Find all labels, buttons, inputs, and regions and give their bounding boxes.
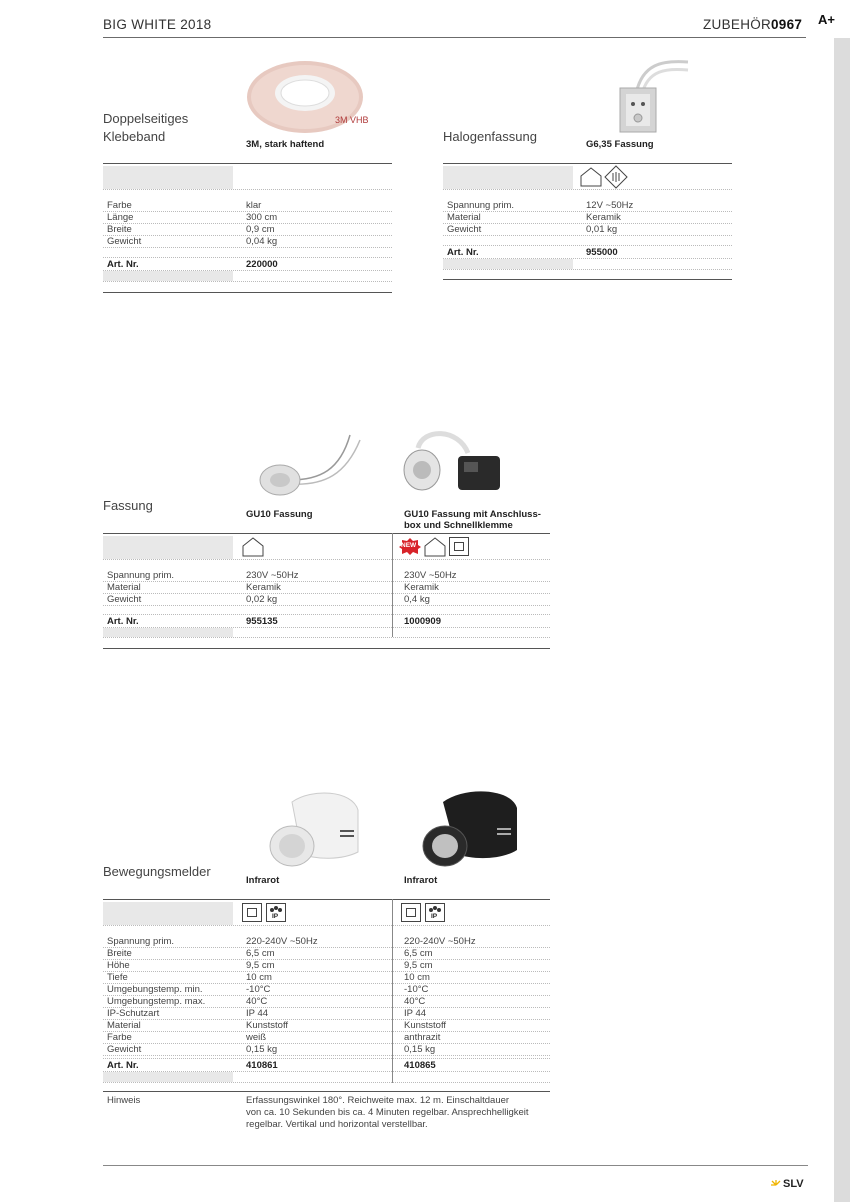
artnr-value: 1000909 — [404, 616, 441, 627]
energy-label: A+ — [818, 12, 835, 27]
spec-row — [103, 1008, 550, 1020]
spec-label: Gewicht — [447, 224, 482, 235]
motion-sensor-black-image — [415, 788, 520, 870]
spec-label: IP-Schutzart — [107, 1008, 160, 1019]
spec-value: -10°C — [404, 984, 429, 995]
spec-value: 0,9 cm — [246, 224, 275, 235]
hinweis-text-2: von ca. 10 Sekunden bis ca. 4 Minuten regelbar. Ansprechhelligkeit — [246, 1107, 529, 1118]
spec-row — [103, 936, 550, 948]
tape-brand-text: 3M VHB — [335, 115, 368, 125]
spec-table-bewegungsmelder — [103, 936, 550, 1056]
ip-icon-text: IP — [272, 913, 279, 920]
spec-row — [103, 972, 550, 984]
spec-value: 220-240V ~50Hz — [246, 936, 318, 947]
gu10-box-image — [398, 428, 508, 498]
spec-value: 40°C — [246, 996, 268, 1007]
page-number: 0967 — [771, 17, 803, 32]
product-name-infrarot-2: Infrarot — [404, 875, 438, 886]
header-rule — [103, 37, 806, 38]
spec-value: 6,5 cm — [404, 948, 433, 959]
spec-value: anthrazit — [404, 1032, 441, 1043]
product-name-g635: G6,35 Fassung — [586, 139, 654, 150]
section-title-fassung: Fassung — [103, 498, 153, 513]
spec-row — [103, 984, 550, 996]
spec-value: 40°C — [404, 996, 426, 1007]
spec-label: Länge — [107, 212, 134, 223]
spec-label: Tiefe — [107, 972, 128, 983]
spec-value: Keramik — [246, 582, 281, 593]
spec-label: Höhe — [107, 960, 130, 971]
spec-value: IP 44 — [246, 1008, 269, 1019]
spec-row — [103, 996, 550, 1008]
artnr-label: Art. Nr. — [107, 616, 139, 627]
spec-value: Keramik — [586, 212, 621, 223]
spec-value: 0,01 kg — [586, 224, 618, 235]
spec-value: 9,5 cm — [404, 960, 433, 971]
spec-row — [103, 570, 550, 582]
class-ii-icon — [449, 537, 469, 556]
category-title: ZUBEHÖR — [703, 17, 772, 32]
section-title-klebeband-1: Doppelseitiges — [103, 111, 189, 126]
table-top-rule — [103, 533, 550, 534]
spec-label: Breite — [107, 948, 132, 959]
spec-table-g635 — [443, 200, 732, 236]
section-title-klebeband-2: Klebeband — [103, 129, 166, 144]
footer-rule — [103, 1165, 808, 1166]
spec-label: Gewicht — [107, 594, 142, 605]
artnr-value: 410861 — [246, 1060, 278, 1071]
spec-value: 9,5 cm — [246, 960, 275, 971]
spec-value: klar — [246, 200, 262, 211]
product-name-tape: 3M, stark haftend — [246, 139, 325, 150]
spec-value: IP 44 — [404, 1008, 427, 1019]
class-ii-icon — [401, 903, 421, 922]
artnr-value: 220000 — [246, 259, 278, 270]
spec-value: 230V ~50Hz — [246, 570, 299, 581]
spec-label: Gewicht — [107, 1044, 142, 1055]
slv-brand: SLV — [783, 1178, 804, 1190]
class-ii-icon — [242, 903, 262, 922]
spec-label: Material — [107, 582, 141, 593]
spec-value: 6,5 cm — [246, 948, 275, 959]
section-title-halogen: Halogenfassung — [443, 129, 537, 144]
artnr-label: Art. Nr. — [447, 247, 479, 258]
spec-row — [103, 582, 550, 594]
spec-value: Kunststoff — [246, 1020, 289, 1031]
slv-logo-icon — [770, 1178, 782, 1196]
table-bottom-rule — [443, 279, 732, 280]
spec-label: Spannung prim. — [107, 936, 175, 947]
spec-value: 0,15 kg — [246, 1044, 278, 1055]
spec-label: Material — [107, 1020, 141, 1031]
spec-value: 10 cm — [404, 972, 430, 983]
new-badge-text: NEW — [401, 542, 417, 549]
spec-value: weiß — [246, 1032, 267, 1043]
spec-row — [103, 948, 550, 960]
spec-label: Spannung prim. — [107, 570, 175, 581]
product-name-gu10: GU10 Fassung — [246, 509, 313, 520]
product-name-gu10-box-2: box und Schnellklemme — [404, 520, 513, 531]
hinweis-text-1: Erfassungswinkel 180°. Reichweite max. 12 m. Einschaltdauer — [246, 1095, 510, 1106]
spec-label: Breite — [107, 224, 132, 235]
table-top-rule — [443, 163, 732, 164]
spec-value: 220-240V ~50Hz — [404, 936, 476, 947]
spec-label: Umgebungstemp. min. — [107, 984, 203, 995]
spec-row — [443, 200, 732, 212]
table-top-rule — [103, 899, 550, 900]
spec-value: 10 cm — [246, 972, 272, 983]
spec-label: Spannung prim. — [447, 200, 515, 211]
spec-value: 0,04 kg — [246, 236, 278, 247]
artnr-value: 410865 — [404, 1060, 436, 1071]
catalog-title: BIG WHITE 2018 — [103, 17, 212, 32]
spec-value: 230V ~50Hz — [404, 570, 457, 581]
spec-label: Farbe — [107, 1032, 132, 1043]
spec-row — [103, 1020, 550, 1032]
spec-value: -10°C — [246, 984, 271, 995]
ip-icon-text: IP — [431, 913, 438, 920]
spec-row — [103, 594, 550, 606]
spec-row — [103, 1032, 550, 1044]
table-bottom-rule — [103, 1091, 550, 1092]
spec-value: 0,02 kg — [246, 594, 278, 605]
table-top-rule — [103, 163, 392, 164]
spec-row — [103, 224, 392, 236]
motion-sensor-white-image — [262, 790, 362, 870]
spec-label: Gewicht — [107, 236, 142, 247]
artnr-label: Art. Nr. — [107, 1060, 139, 1071]
spec-row — [103, 1044, 550, 1056]
spec-label: Umgebungstemp. max. — [107, 996, 206, 1007]
spec-row — [103, 960, 550, 972]
spec-value: Keramik — [404, 582, 439, 593]
spec-value: 12V ~50Hz — [586, 200, 634, 211]
hinweis-label: Hinweis — [107, 1095, 141, 1106]
spec-table-tape — [103, 200, 392, 248]
g635-socket-image — [612, 54, 692, 140]
sidebar-bar — [834, 38, 850, 1202]
spec-label: Farbe — [107, 200, 132, 211]
artnr-label: Art. Nr. — [107, 259, 139, 270]
spec-value: 0,15 kg — [404, 1044, 436, 1055]
artnr-value: 955000 — [586, 247, 618, 258]
ip-rating-icon — [266, 903, 286, 922]
spec-row — [103, 200, 392, 212]
artnr-value: 955135 — [246, 616, 278, 627]
product-name-infrarot-1: Infrarot — [246, 875, 280, 886]
new-badge-icon — [399, 538, 421, 555]
spec-value: 0,4 kg — [404, 594, 430, 605]
tape-image — [243, 53, 368, 141]
spec-value: Kunststoff — [404, 1020, 447, 1031]
table-bottom-rule — [103, 648, 550, 649]
product-name-gu10-box-1: GU10 Fassung mit Anschluss- — [404, 509, 541, 520]
spec-table-fassung — [103, 570, 550, 606]
spec-label: Material — [447, 212, 481, 223]
section-title-bewegungsmelder: Bewegungsmelder — [103, 864, 211, 879]
spec-value: 300 cm — [246, 212, 278, 223]
gu10-socket-image — [250, 430, 370, 500]
spec-row — [103, 212, 392, 224]
icon-row-label — [103, 166, 233, 189]
hinweis-text-3: regelbar. Vertikal und horizontal verstellbar. — [246, 1119, 428, 1130]
spec-row — [443, 224, 732, 236]
ip-rating-icon — [425, 903, 445, 922]
spec-row — [103, 236, 392, 248]
spec-row — [443, 212, 732, 224]
table-bottom-rule — [103, 292, 392, 293]
